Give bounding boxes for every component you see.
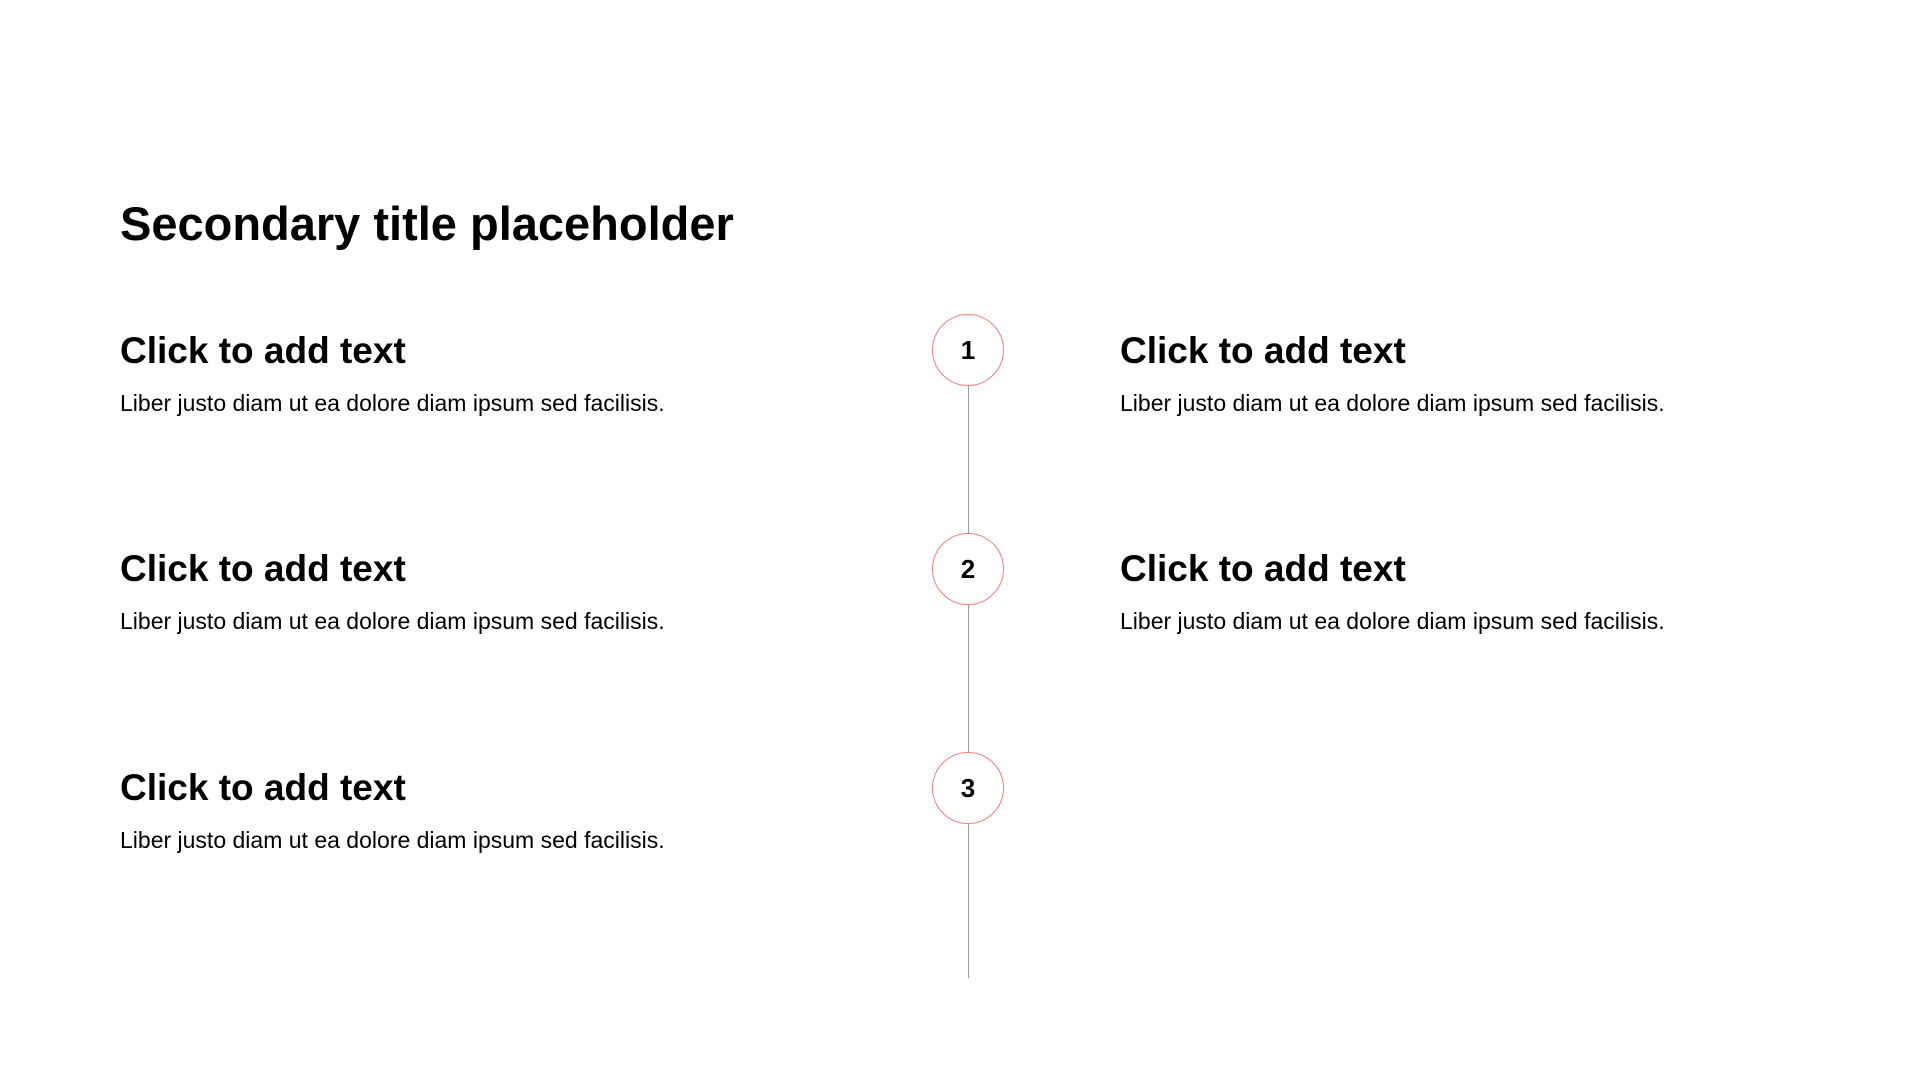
step-number: 1 xyxy=(960,334,976,365)
slide-title[interactable]: Secondary title placeholder xyxy=(120,197,734,250)
item-heading[interactable]: Click to add text xyxy=(1120,548,1406,589)
item-body[interactable]: Liber justo diam ut ea dolore diam ipsum sed facilisis. xyxy=(120,827,665,853)
left-item-1 xyxy=(120,329,880,417)
item-heading[interactable]: Click to add text xyxy=(120,767,406,808)
item-body[interactable]: Liber justo diam ut ea dolore diam ipsum sed facilisis. xyxy=(120,390,665,416)
left-item-2 xyxy=(120,547,880,635)
left-item-3 xyxy=(120,766,880,854)
right-item-1 xyxy=(1120,329,1880,417)
item-heading[interactable]: Click to add text xyxy=(120,330,406,371)
item-heading[interactable]: Click to add text xyxy=(1120,330,1406,371)
step-marker-2 xyxy=(932,533,1004,605)
step-number: 2 xyxy=(960,553,976,584)
right-item-2 xyxy=(1120,547,1880,635)
item-heading[interactable]: Click to add text xyxy=(120,548,406,589)
item-body[interactable]: Liber justo diam ut ea dolore diam ipsum sed facilisis. xyxy=(1120,608,1665,634)
timeline-line xyxy=(968,350,969,978)
step-number: 3 xyxy=(960,772,976,803)
item-body[interactable]: Liber justo diam ut ea dolore diam ipsum sed facilisis. xyxy=(1120,390,1665,416)
item-body[interactable]: Liber justo diam ut ea dolore diam ipsum sed facilisis. xyxy=(120,608,665,634)
step-marker-1 xyxy=(932,314,1004,386)
step-marker-3 xyxy=(932,752,1004,824)
